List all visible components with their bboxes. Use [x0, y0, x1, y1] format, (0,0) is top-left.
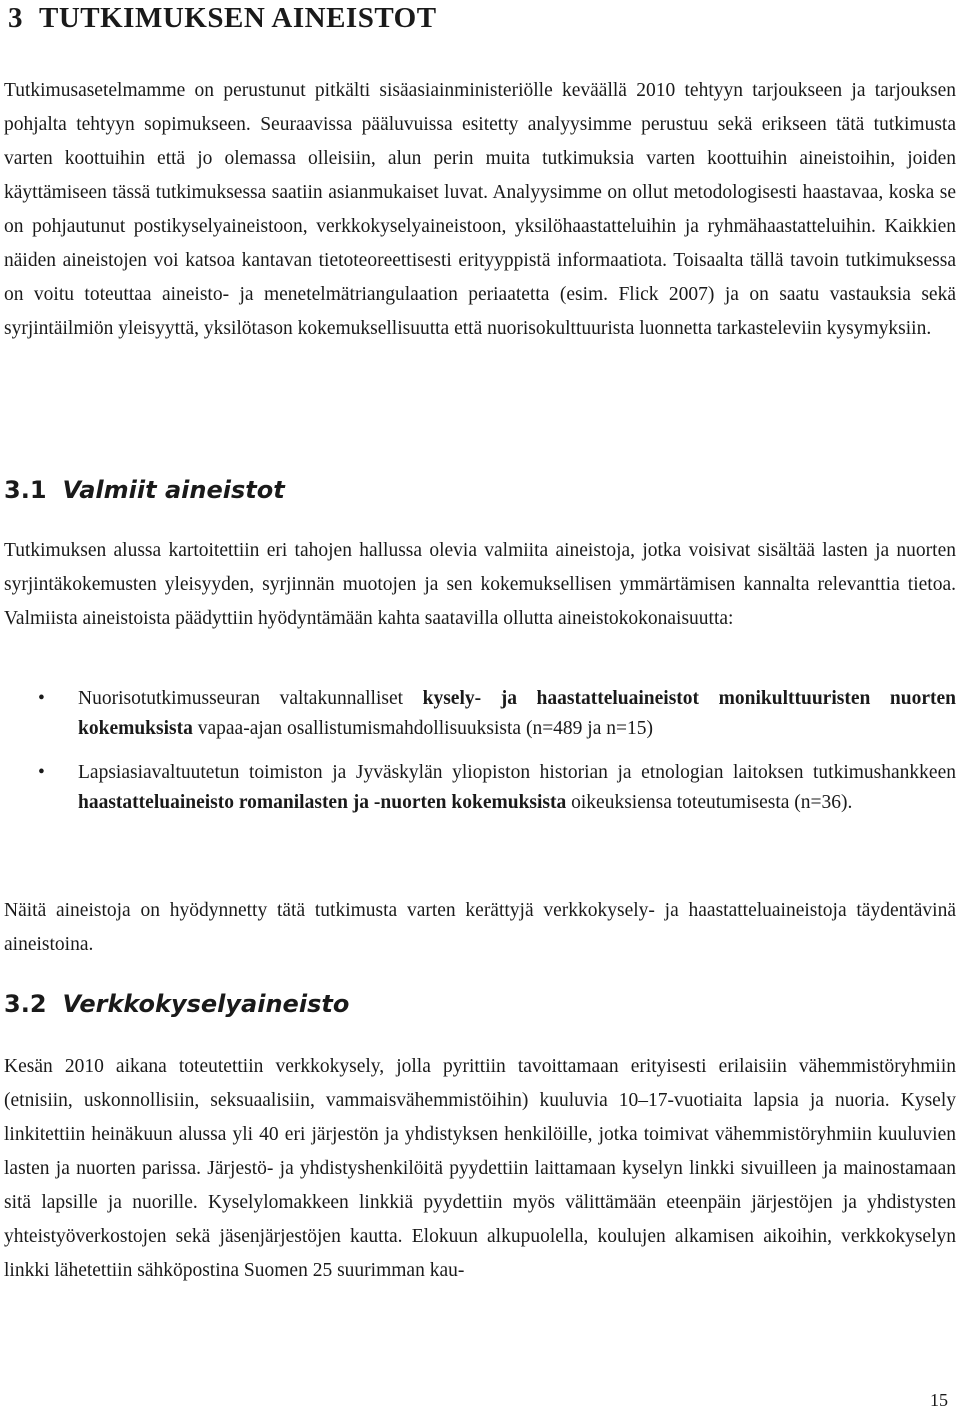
list-item-text-pre: Lapsiasiavaltuutetun toimiston ja Jyväskylän yliopiston historian ja etnologian laitoksen tutkimushankkeen: [78, 762, 956, 783]
list-item: [0, 758, 956, 818]
dataset-list: [0, 684, 956, 832]
list-item-text-bold: kysely- ja haastatteluaineistot monikulttuuristen nuorten kokemuksista: [78, 688, 956, 739]
section-title: Verkkokyselyaineisto: [62, 990, 350, 1018]
chapter-number: 3: [8, 2, 23, 34]
chapter-heading: [8, 2, 437, 35]
section-3-2-paragraph: Kesän 2010 aikana toteutettiin verkkokysely, jolla pyrittiin tavoittamaan erityisesti erilaisiin vähemmistöryhmiin (etnisiin, uskonnollisiin, seksuaalisiin, vammaisvähemmistöihin) kuuluvia 10–17-vuotiaita lapsia ja nuoria. Kysely linkitettiin heinäkuun alussa yli 40 eri järjestön ja yhdistyksen henkilöille, jotka toimivat vähemmistöryhmiin kuuluvien lasten ja nuorten parissa. Järjestö- ja yhdistyshenkilöitä pyydettiin laittamaan kyselyn linkki sivuilleen ja mainostamaan sitä lapsille ja nuorille. Kyselylomakkeen linkkiä pyydettiin myös välittämään eteenpäin järjestöjen ja yhdistysten yhteistyöverkostojen sekä jäsenjärjestöjen kautta. Elokuun alkupuolella, koulujen alkamisen aikoihin, verkkokyselyn linkki lähetettiin sähköpostina Suomen 25 suurimman kau-: [4, 1056, 956, 1281]
section-3-1-paragraph: Tutkimuksen alussa kartoitettiin eri tahojen hallussa olevia valmiita aineistoja, jotka voisivat sisältää lasten ja nuorten syrjintäkokemusten yleisyyden, syrjinnän muotojen ja sen kokemuksellisen ymmärtämisen kannalta relevanttia tietoa. Valmiista aineistoista päädyttiin hyödyntämään kahta saatavilla ollutta aineistokokonaisuutta:: [4, 540, 956, 629]
intro-paragraph: Tutkimusasetelmamme on perustunut pitkälti sisäasiainministeriölle keväällä 2010 tehtyyn tarjoukseen ja tarjouksen pohjalta tehtyyn sopimukseen. Seuraavissa pääluvuissa esitetty analyysimme perustuu sekä erikseen tätä tutkimusta varten koottuihin että jo olemassa olleisiin, alun perin muita tutkimuksia varten koottuihin aineistoihin, joiden käyttämiseen tässä tutkimuksessa saatiin asianmukaiset luvat. Analyysimme on ollut metodologisesti haastavaa, koska se on pohjautunut postikyselyaineistoon, verkkokyselyaineistoon, yksilöhaastatteluihin ja ryhmähaastatteluihin. Kaikkien näiden aineistojen voi katsoa kantavan tietoteoreettisesti erityyppistä informaatiota. Toisaalta tällä tavoin tutkimuksessa on voitu toteuttaa aineisto- ja menetelmätriangulaation periaatetta (esim. Flick 2007) ja on saatu vastauksia sekä syrjintäilmiön yleisyyttä, yksilötason kokemuksellisuutta että nuorisokulttuurista luonnetta tarkasteleviin kysymyksiin.: [4, 80, 956, 339]
list-item-text-pre: Nuorisotutkimusseuran valtakunnalliset: [78, 688, 423, 709]
list-item: [0, 684, 956, 744]
list-item-text-bold: haastatteluaineisto romanilasten ja -nuorten kokemuksista: [78, 792, 567, 813]
section-number: 3.2: [4, 990, 47, 1018]
bullet-icon: •: [38, 762, 45, 783]
section-number: 3.1: [4, 476, 47, 504]
list-item-text-post: oikeuksiensa toteutumisesta (n=36).: [566, 792, 853, 813]
section-heading-3-2: [4, 990, 349, 1018]
list-item-text-post: vapaa-ajan osallistumismahdollisuuksista (n=489 ja n=15): [192, 718, 654, 739]
section-3-1-closing: Näitä aineistoja on hyödynnetty tätä tutkimusta varten kerättyjä verkkokysely- ja haastatteluaineistoja täydentävinä aineistoina.: [4, 900, 956, 955]
chapter-title: TUTKIMUKSEN AINEISTOT: [39, 2, 437, 34]
page-number: 15: [930, 1390, 948, 1410]
bullet-icon: •: [38, 688, 45, 709]
section-heading-3-1: [4, 476, 285, 504]
section-title: Valmiit aineistot: [62, 476, 285, 504]
